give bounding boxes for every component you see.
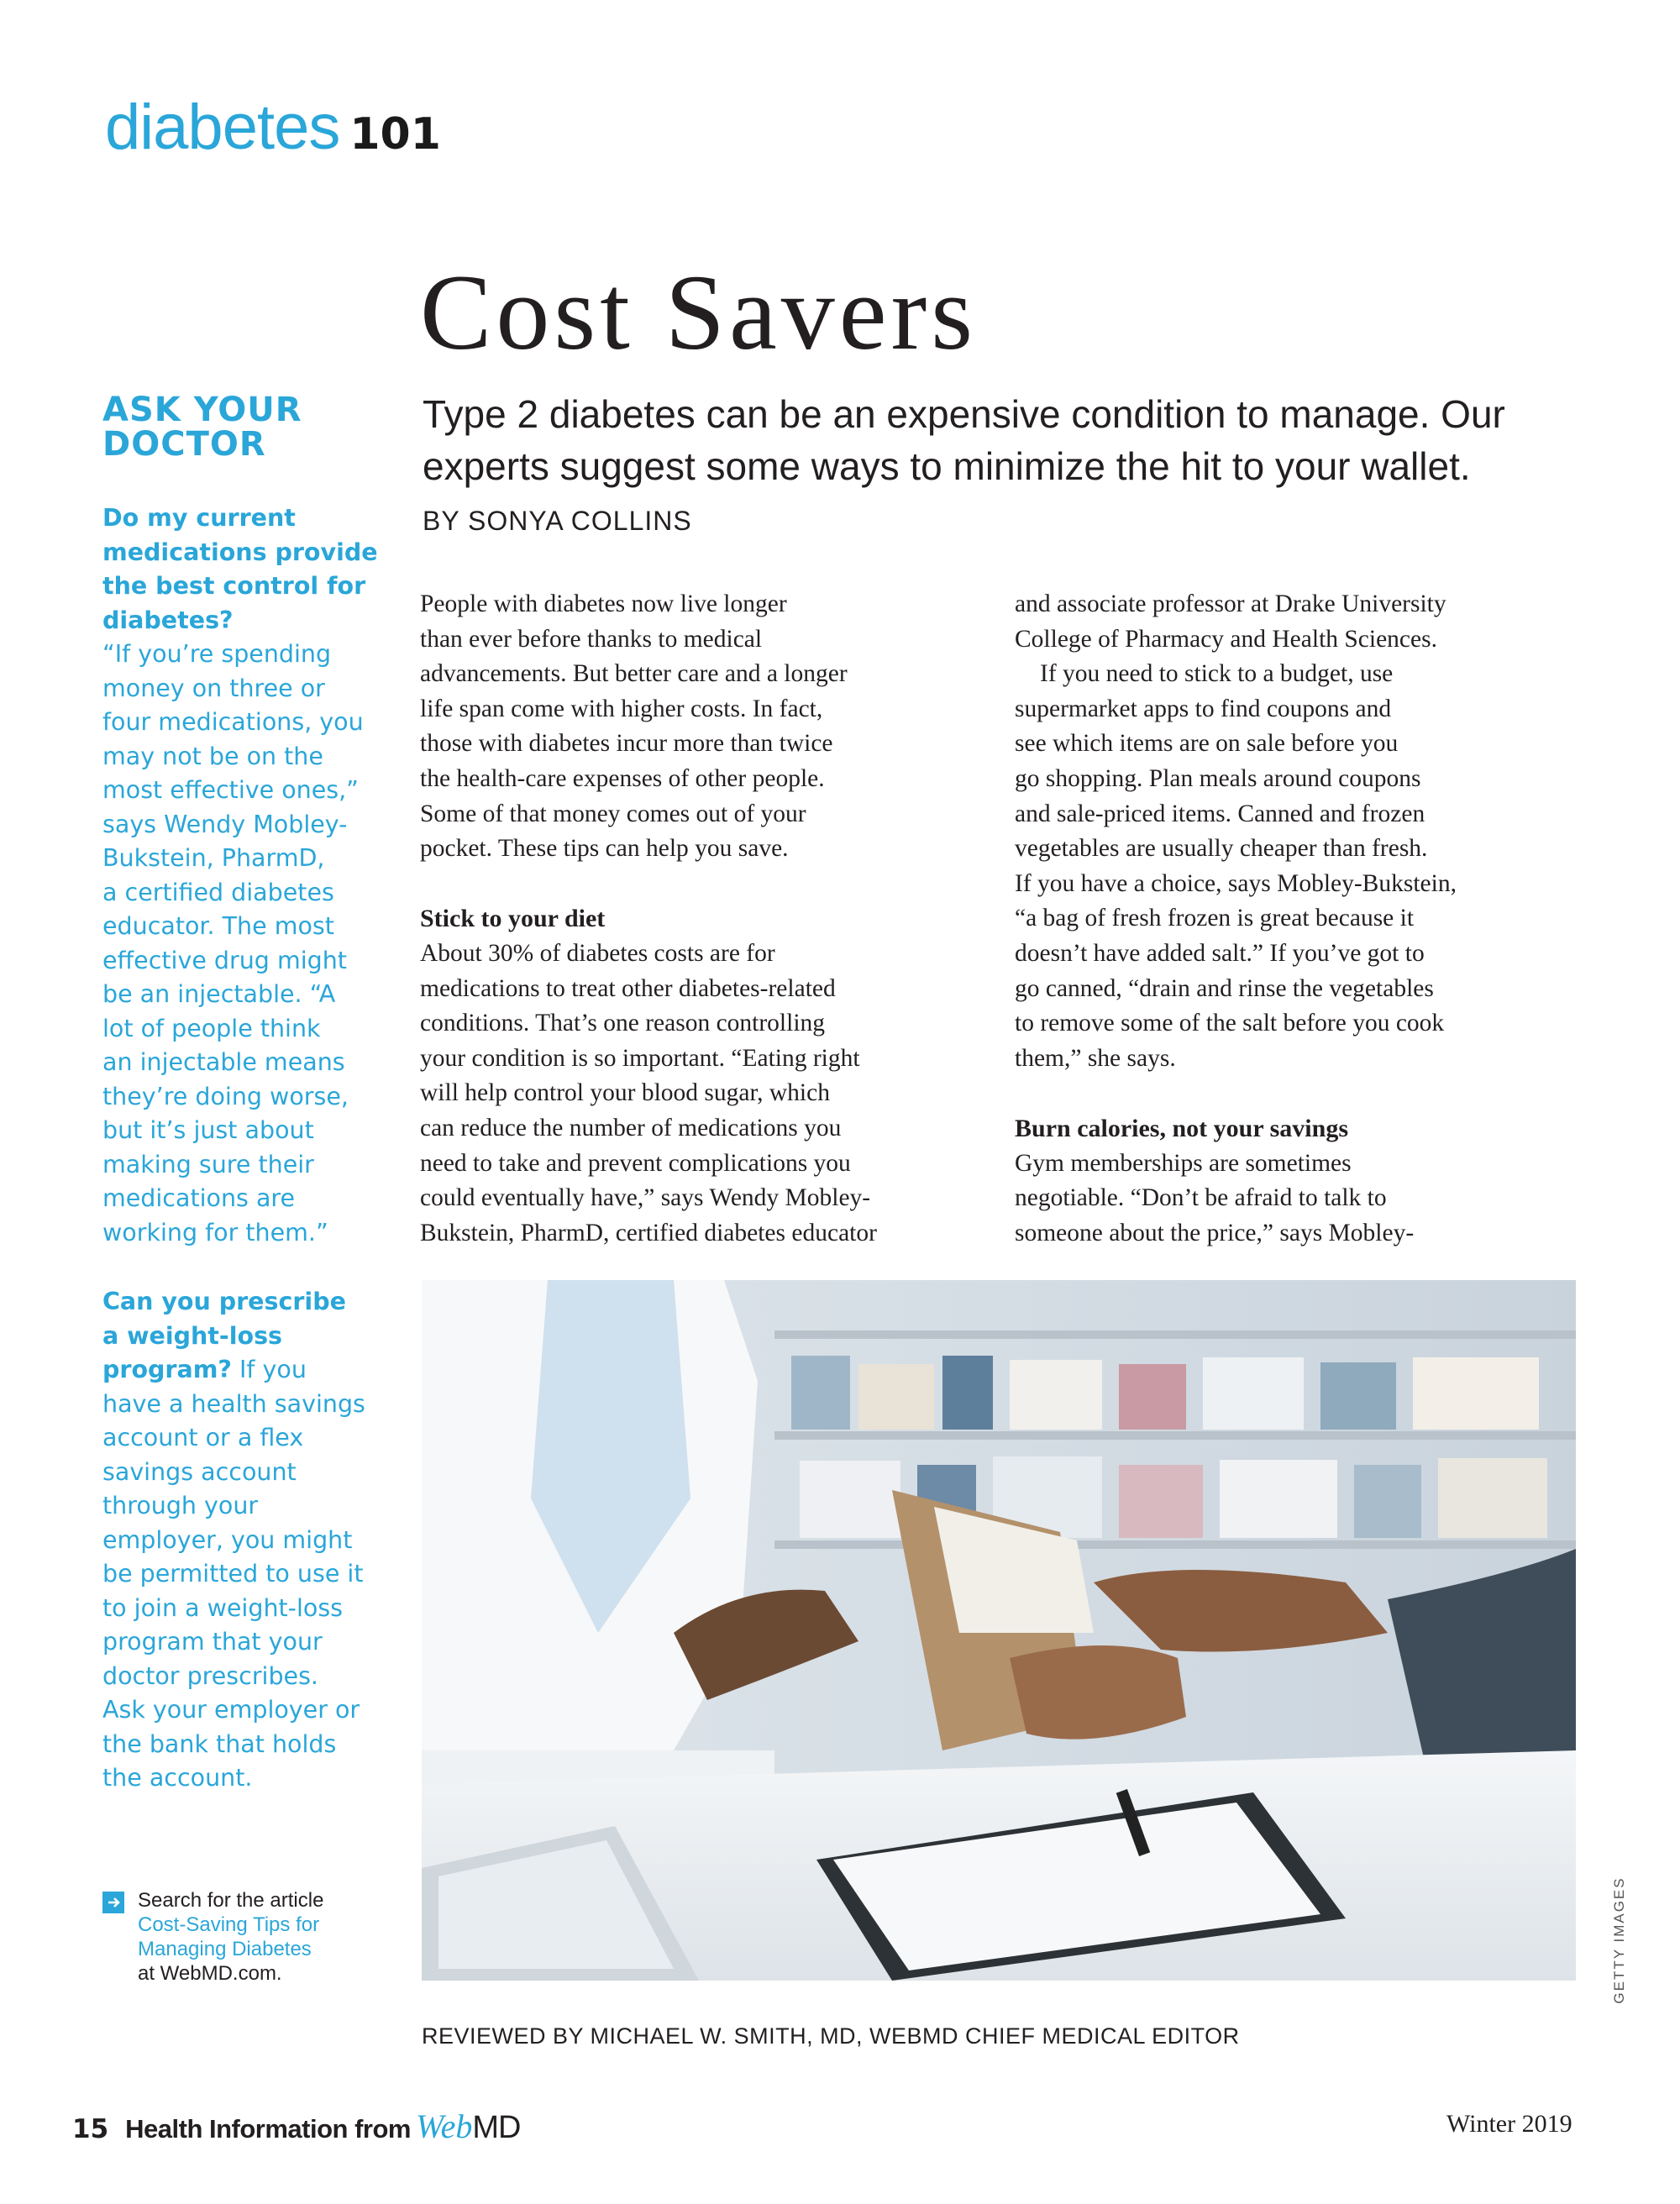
- body-line: If you need to stick to a budget, use: [1040, 660, 1394, 688]
- body-line: conditions. That’s one reason controlling: [420, 1010, 826, 1037]
- body-line: go canned, “drain and rinse the vegetables: [1015, 974, 1434, 1002]
- section-tag: [105, 91, 441, 164]
- question-line: the best control for: [102, 572, 366, 600]
- byline: BY SONYA COLLINS: [423, 506, 692, 536]
- body-line: vegetables are usually cheaper than fresh.: [1015, 835, 1428, 863]
- body-line: pocket. These tips can help you save.: [420, 835, 789, 863]
- body-line: College of Pharmacy and Health Sciences.: [1015, 625, 1437, 653]
- body-column-2: [1015, 587, 1586, 1251]
- answer-line: to join a weight-loss: [102, 1593, 344, 1622]
- body-line: About 30% of diabetes costs are for: [420, 939, 775, 967]
- body-line: and sale-priced items. Canned and frozen: [1015, 800, 1425, 827]
- sidebar-heading-line: ASK YOUR: [102, 391, 302, 429]
- answer-line: four medications, you: [102, 708, 364, 736]
- answer-line: Bukstein, PharmD,: [102, 844, 325, 872]
- body-line: those with diabetes incur more than twice: [420, 730, 833, 758]
- arrow-right-icon: [102, 1892, 124, 1913]
- article-dek: Type 2 diabetes can be an expensive condition to manage. Our experts suggest some ways to minimize the hit to your wallet.: [423, 392, 1505, 488]
- answer-line: employer, you might: [102, 1525, 353, 1554]
- reviewed-by: REVIEWED BY MICHAEL W. SMITH, MD, WEBMD CHIEF MEDICAL EDITOR: [422, 2023, 1240, 2049]
- answer-line: working for them.”: [102, 1218, 328, 1246]
- body-line: to remove some of the salt before you cook: [1015, 1010, 1445, 1037]
- issue-date: Winter 2019: [1446, 2110, 1572, 2138]
- answer-line: the bank that holds: [102, 1729, 337, 1758]
- answer-line: may not be on the: [102, 742, 323, 770]
- body-line: will help control your blood sugar, which: [420, 1079, 830, 1107]
- section-tag-word: diabetes: [105, 92, 340, 163]
- body-line: need to take and prevent complications you: [420, 1149, 851, 1177]
- photo-credit-text: GETTY IMAGES: [1611, 1876, 1627, 2004]
- search-article-title: Managing Diabetes: [138, 1938, 312, 1960]
- body-line: than ever before thanks to medical: [420, 625, 763, 653]
- search-article-title: Cost-Saving Tips for: [138, 1913, 320, 1936]
- answer-line: a certified diabetes: [102, 878, 334, 906]
- body-line: someone about the price,” says Mobley-: [1015, 1219, 1415, 1246]
- body-line: and associate professor at Drake University: [1015, 590, 1446, 617]
- answer-line: effective drug might: [102, 946, 347, 974]
- article-title: Cost Savers: [420, 253, 977, 372]
- body-line: see which items are on sale before you: [1015, 730, 1399, 758]
- answer-line: “If you’re spending: [102, 640, 332, 668]
- answer-line: they’re doing worse,: [102, 1082, 349, 1110]
- question-line: Do my current: [102, 504, 296, 532]
- answer-line: but it’s just about: [102, 1116, 314, 1144]
- body-line: can reduce the number of medications you: [420, 1114, 842, 1141]
- answer-line: says Wendy Mobley-: [102, 810, 348, 838]
- body-line: “a bag of fresh frozen is great because it: [1015, 905, 1415, 932]
- body-line: medications to treat other diabetes-related: [420, 974, 836, 1002]
- body-line: If you have a choice, says Mobley-Bukstein,: [1015, 869, 1457, 897]
- answer-line: through your: [102, 1492, 259, 1519]
- answer-line: savings account: [102, 1457, 297, 1486]
- answer-line: money on three or: [102, 674, 325, 702]
- section-tag-number: 101: [349, 109, 441, 160]
- question-line: diabetes?: [102, 606, 234, 634]
- body-line: go shopping. Plan meals around coupons: [1015, 764, 1421, 792]
- answer-line: doctor prescribes.: [102, 1661, 318, 1690]
- subhead-burn-calories: Burn calories, not your savings: [1015, 1114, 1348, 1142]
- page-number: 15: [72, 2114, 109, 2144]
- body-line: the health-care expenses of other people.: [420, 764, 825, 792]
- sidebar-heading: [102, 393, 302, 462]
- search-site: at WebMD.com.: [138, 1962, 282, 1985]
- answer-line: educator. The most: [102, 912, 334, 940]
- question-line: a weight-loss: [102, 1321, 283, 1350]
- body-line: your condition is so important. “Eating right: [420, 1044, 860, 1072]
- publication-name: Health Information from: [125, 2114, 411, 2144]
- brand-logo-md: MD: [472, 2110, 521, 2145]
- body-line: People with diabetes now live longer: [420, 590, 787, 617]
- answer-line: be an injectable. “A: [102, 980, 336, 1008]
- body-line: Bukstein, PharmD, certified diabetes educator: [420, 1219, 877, 1246]
- answer-line: Ask your employer or: [102, 1696, 360, 1724]
- question-line-mixed: [102, 1353, 380, 1388]
- body-line: life span come with higher costs. In fact,: [420, 695, 823, 722]
- body-column-1: [420, 587, 991, 1251]
- pharmacy-photo: [422, 1280, 1576, 1981]
- body-line: Gym memberships are sometimes: [1015, 1149, 1352, 1177]
- brand-logo-web: Web: [415, 2107, 473, 2145]
- answer-line: be permitted to use it: [102, 1560, 364, 1587]
- sidebar-heading-line: DOCTOR: [102, 425, 266, 464]
- body-line: negotiable. “Don’t be afraid to talk to: [1015, 1184, 1387, 1212]
- photo-credit: [1603, 1876, 1636, 2004]
- sidebar-question-2: [102, 1285, 380, 1796]
- question-line: program?: [102, 1356, 232, 1383]
- answer-line: account or a flex: [102, 1424, 304, 1451]
- answer-line: program that your: [102, 1628, 323, 1656]
- question-line: medications provide: [102, 538, 378, 566]
- subhead-stick-to-diet: Stick to your diet: [420, 905, 606, 933]
- search-lead: Search for the article: [138, 1889, 324, 1912]
- body-line: Some of that money comes out of your: [420, 800, 806, 827]
- body-line: supermarket apps to find coupons and: [1015, 695, 1392, 722]
- body-line: doesn’t have added salt.” If you’ve got to: [1015, 939, 1425, 967]
- answer-line: making sure their: [102, 1150, 314, 1178]
- body-line: them,” she says.: [1015, 1044, 1176, 1072]
- body-line: advancements. But better care and a longer: [420, 660, 848, 688]
- answer-line: an injectable means: [102, 1048, 345, 1076]
- answer-line: lot of people think: [102, 1014, 321, 1042]
- answer-line: medications are: [102, 1184, 296, 1212]
- footer-left: [72, 2107, 521, 2146]
- answer-line: most effective ones,”: [102, 776, 359, 804]
- question-line: Can you prescribe: [102, 1288, 346, 1315]
- answer-line: have a health savings: [102, 1389, 365, 1418]
- answer-line: If you: [239, 1356, 307, 1383]
- body-line: could eventually have,” says Wendy Mobley-: [420, 1184, 871, 1212]
- sidebar-question-1: [102, 501, 380, 1250]
- answer-line: the account.: [102, 1764, 253, 1792]
